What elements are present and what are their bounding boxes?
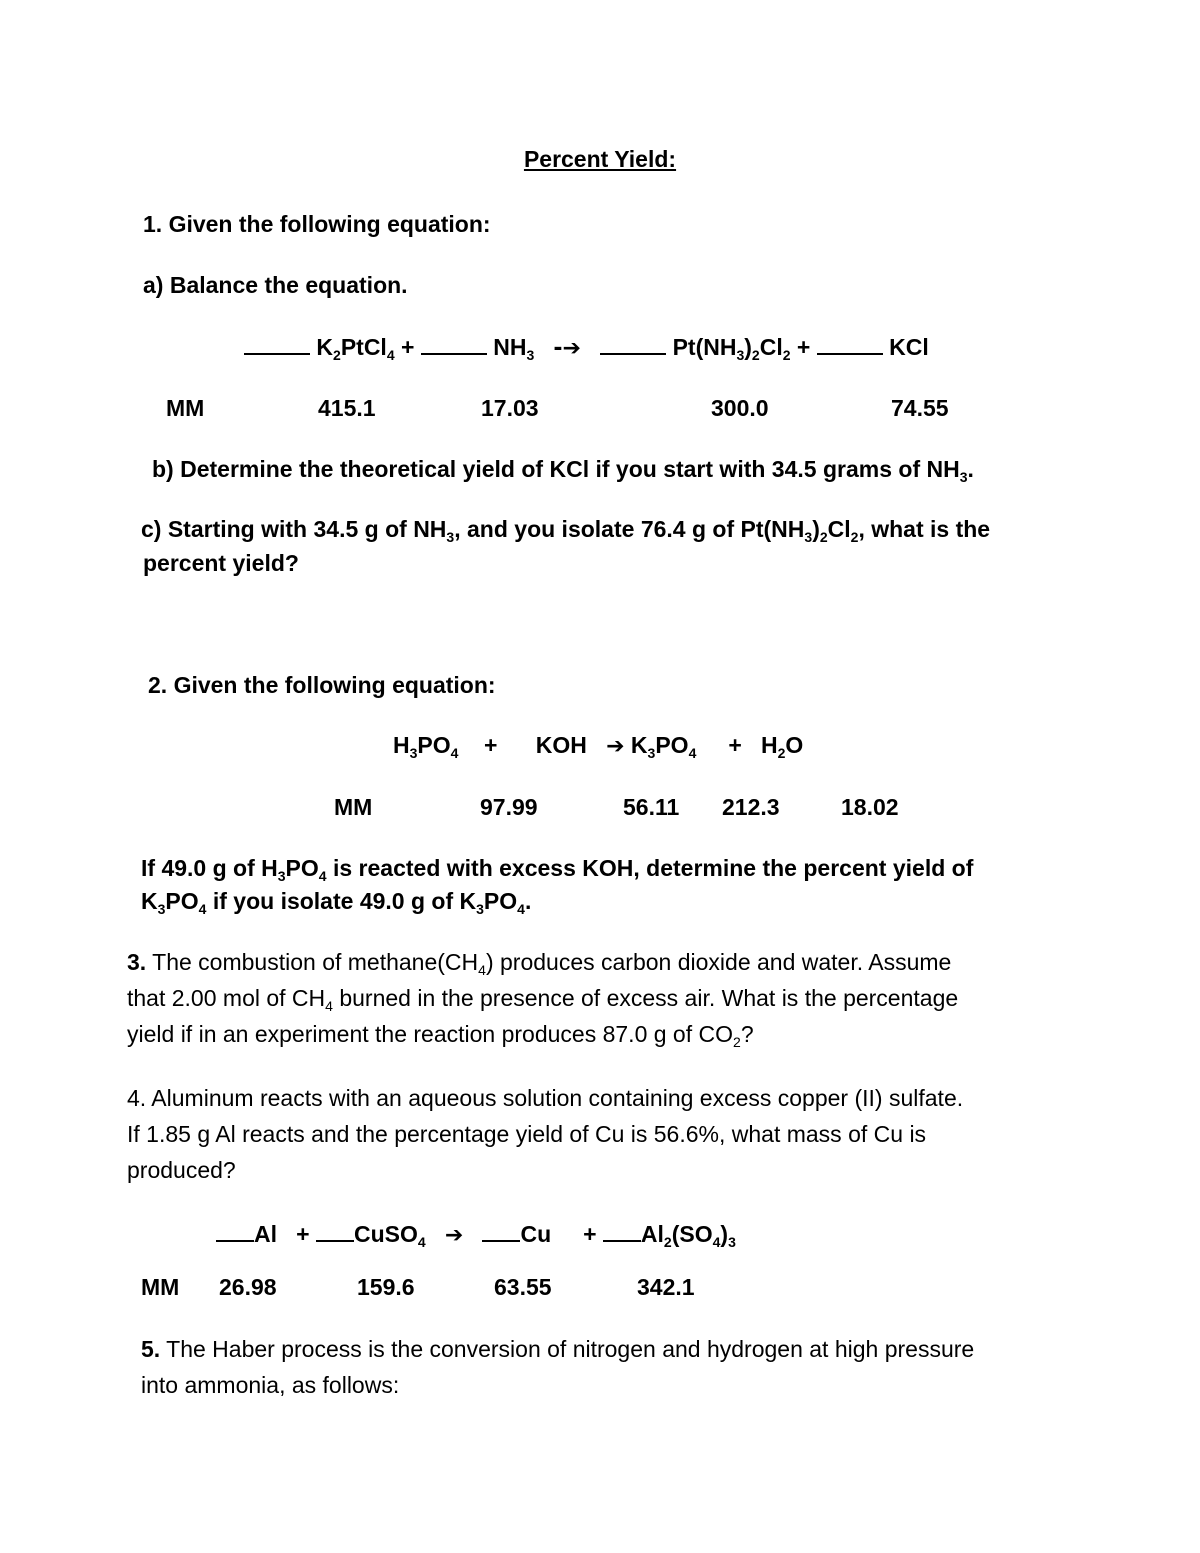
mm-value: 18.02: [841, 794, 899, 820]
mm-value: 97.99: [480, 794, 538, 820]
q1-part-c: c) Starting with 34.5 g of $NH_3$, and you isolate 76.4 g of $Pt(NH_3)_2Cl_2$, what is the: [141, 516, 991, 545]
arrow-icon: ➔: [444, 1223, 464, 1248]
mm-value: 342.1: [637, 1274, 695, 1300]
blank-coefficient[interactable]: [244, 333, 310, 355]
blank-coefficient[interactable]: [600, 333, 666, 355]
q4-text: 4. Aluminum reacts with an aqueous solution containing excess copper (II) sulfate. If 1.85 g Al reacts and the percentage yield of Cu is 56.6%, what mass of Cu is produced?: [127, 1085, 964, 1183]
blank-coefficient[interactable]: [603, 1220, 641, 1242]
mm-value: 300.0: [711, 395, 769, 421]
blank-coefficient[interactable]: [482, 1220, 520, 1242]
q2-question-line2: $K_3PO_4$ if you isolate 49.0 g of $K_3PO_4$.: [141, 888, 532, 917]
mm-label: MM: [141, 1274, 180, 1300]
q1-part-c-line2: percent yield?: [143, 550, 299, 576]
mm-value: 415.1: [318, 395, 376, 421]
q3-text: 3. The combustion of $methane(CH_4)$ produces carbon dioxide and water. Assume that 2.00 mol of $CH_4$ burned in the presence of excess air. What is the percentage yield if in an experiment the reaction produces 87.0 g of $CO_2$?: [127, 949, 959, 1050]
q1-intro: 1. Given the following equation:: [143, 211, 491, 237]
mm-label: MM: [166, 395, 205, 421]
mm-value: 212.3: [722, 794, 780, 820]
q5-text: 5. The Haber process is the conversion of nitrogen and hydrogen at high pressure into ammonia, as follows:: [141, 1336, 975, 1398]
mm-label: MM: [334, 794, 373, 820]
mm-value: 26.98: [219, 1274, 277, 1300]
q4-equation: Al + CuSO$_4$ ➔ Cu + $Al_2(SO_4)_3$: [216, 1220, 736, 1248]
q2-question-line1: If 49.0 g of $H_3PO_4$ is reacted with excess KOH, determine the percent yield of: [141, 855, 974, 884]
blank-coefficient[interactable]: [421, 333, 487, 355]
page-title: Percent Yield:: [523, 146, 677, 172]
q2-equation: $H_3PO_4$ + KOH ➔ $K_3PO_4$ + $H_2O$: [393, 732, 804, 761]
mm-value: 56.11: [623, 794, 680, 820]
mm-value: 17.03: [481, 395, 539, 421]
mm-value: 159.6: [357, 1274, 415, 1300]
q1-part-b: b) Determine the theoretical yield of KCl if you start with 34.5 grams of $NH_3$.: [152, 456, 974, 485]
q1-equation: $K_2PtCl_4 + NH_3$ -➔ $Pt(NH_3)_2Cl_2$ + KCl: [244, 333, 929, 361]
mm-value: 63.55: [494, 1274, 552, 1300]
arrow-icon: -➔: [553, 336, 581, 361]
blank-coefficient[interactable]: [817, 333, 883, 355]
q1-part-a: a) Balance the equation.: [143, 272, 408, 298]
q2-intro: 2. Given the following equation:: [148, 672, 496, 698]
arrow-icon: ➔: [606, 734, 625, 759]
mm-value: 74.55: [891, 395, 949, 421]
blank-coefficient[interactable]: [316, 1220, 354, 1242]
blank-coefficient[interactable]: [216, 1220, 254, 1242]
